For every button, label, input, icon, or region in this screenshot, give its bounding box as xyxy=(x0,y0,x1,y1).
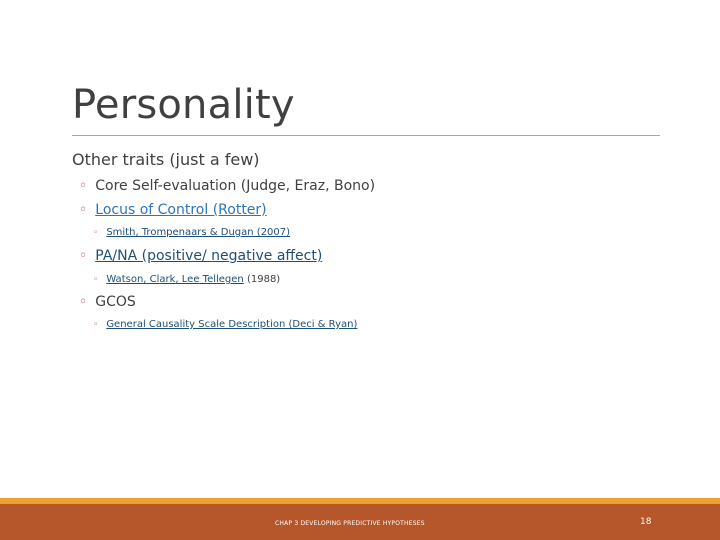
item-core-self-evaluation: Core Self-evaluation (Judge, Eraz, Bono) xyxy=(95,178,376,194)
link-smith-trompenaars-dugan[interactable]: Smith, Trompenaars & Dugan (2007) xyxy=(106,227,291,238)
title-divider xyxy=(72,135,660,136)
list-item-core-self-evaluation xyxy=(79,178,375,194)
item-gcos: GCOS xyxy=(95,294,136,310)
bullet-icon: ◦ xyxy=(79,294,88,310)
watson-year: (1988) xyxy=(243,274,281,285)
bullet-icon: ◦ xyxy=(93,275,99,285)
footer-chapter-text: CHAP 3 DEVELOPING PREDICTIVE HYPOTHESES xyxy=(275,520,425,527)
page-number: 18 xyxy=(640,517,652,527)
link-general-causality-scale[interactable]: General Causality Scale Description (Deci & Ryan) xyxy=(106,319,358,330)
bullet-icon: ◦ xyxy=(79,202,88,218)
bullet-icon: ◦ xyxy=(93,228,99,238)
list-item-smith-reference xyxy=(93,227,290,238)
bullet-icon: ◦ xyxy=(79,178,88,194)
list-item-pa-na xyxy=(79,248,322,264)
list-item-locus-of-control xyxy=(79,202,267,218)
slide-title: Personality xyxy=(72,82,295,128)
link-pa-na[interactable]: PA/NA (positive/ negative affect) xyxy=(95,248,323,264)
list-item-gcos xyxy=(79,294,136,310)
list-item-watson-reference xyxy=(93,274,280,285)
list-item-gcos-reference xyxy=(93,319,357,330)
link-locus-of-control[interactable]: Locus of Control (Rotter) xyxy=(95,202,267,218)
link-watson-clark-lee-tellegen[interactable]: Watson, Clark, Lee Tellegen xyxy=(106,274,244,285)
bullet-icon: ◦ xyxy=(79,248,88,264)
heading-text: Other traits (just a few) xyxy=(72,150,260,169)
heading-other-traits xyxy=(72,150,260,169)
bullet-icon: ◦ xyxy=(93,320,99,330)
